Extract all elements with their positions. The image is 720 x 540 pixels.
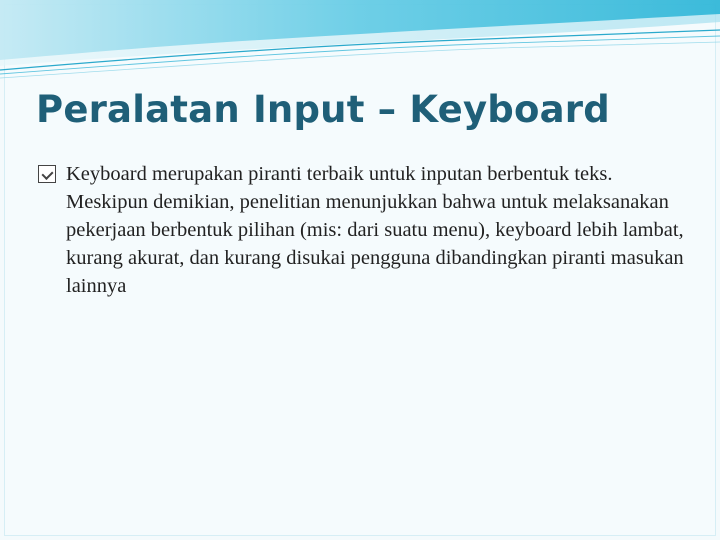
bullet-item	[38, 160, 688, 300]
bullet-list	[38, 160, 688, 300]
bullet-icon	[38, 165, 56, 183]
bullet-text: Keyboard merupakan piranti terbaik untuk inputan berbentuk teks. Meskipun demikian, penelitian menunjukkan bahwa untuk melaksanakan pekerjaan berbentuk pilihan (mis: dari suatu menu), keyboard lebih lambat, kurang akurat, dan kurang disukai pengguna dibandingkan piranti masukan lainnya	[66, 163, 684, 297]
wave-banner	[0, 0, 720, 90]
slide-title: Peralatan Input – Keyboard	[36, 88, 610, 131]
